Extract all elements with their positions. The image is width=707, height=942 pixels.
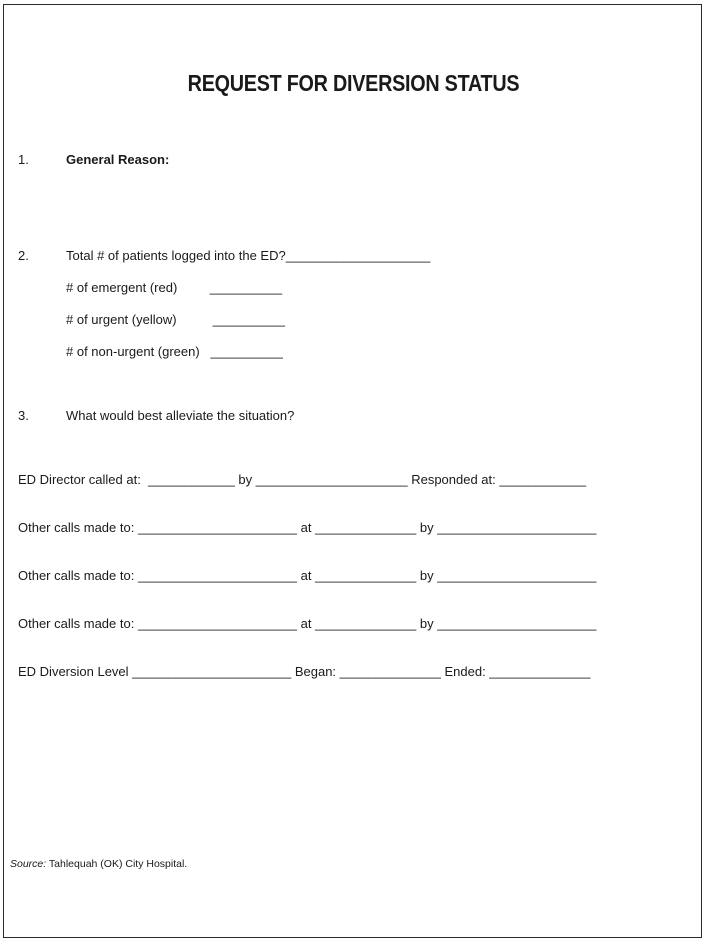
total-patients-field[interactable]: Total # of patients logged into the ED?____________________ xyxy=(66,248,431,263)
source-label: Source: xyxy=(10,858,47,870)
item-number-1: 1. xyxy=(18,152,29,167)
other-calls-field-3[interactable]: Other calls made to: ______________________ at ______________ by ______________________ xyxy=(18,616,597,631)
nonurgent-count-field[interactable]: # of non-urgent (green) __________ xyxy=(66,344,283,359)
form-title: REQUEST FOR DIVERSION STATUS xyxy=(187,70,520,96)
item-number-3: 3. xyxy=(18,408,29,423)
other-calls-field-1[interactable]: Other calls made to: ______________________ at ______________ by ______________________ xyxy=(18,520,597,535)
alleviate-question: What would best alleviate the situation? xyxy=(66,408,295,423)
source-text: Tahlequah (OK) City Hospital. xyxy=(46,858,188,870)
item-number-2: 2. xyxy=(18,248,29,263)
page-border xyxy=(3,4,702,938)
general-reason-label: General Reason: xyxy=(66,152,170,167)
ed-director-called-field[interactable]: ED Director called at: ____________ by _____________________ Responded at: ____________ xyxy=(18,472,587,487)
urgent-count-field[interactable]: # of urgent (yellow) __________ xyxy=(66,312,285,327)
emergent-count-field[interactable]: # of emergent (red) __________ xyxy=(66,280,283,295)
other-calls-field-2[interactable]: Other calls made to: ______________________ at ______________ by ______________________ xyxy=(18,568,597,583)
source-note xyxy=(10,857,187,871)
ed-diversion-level-field[interactable]: ED Diversion Level ______________________ Began: ______________ Ended: ______________ xyxy=(18,664,591,679)
